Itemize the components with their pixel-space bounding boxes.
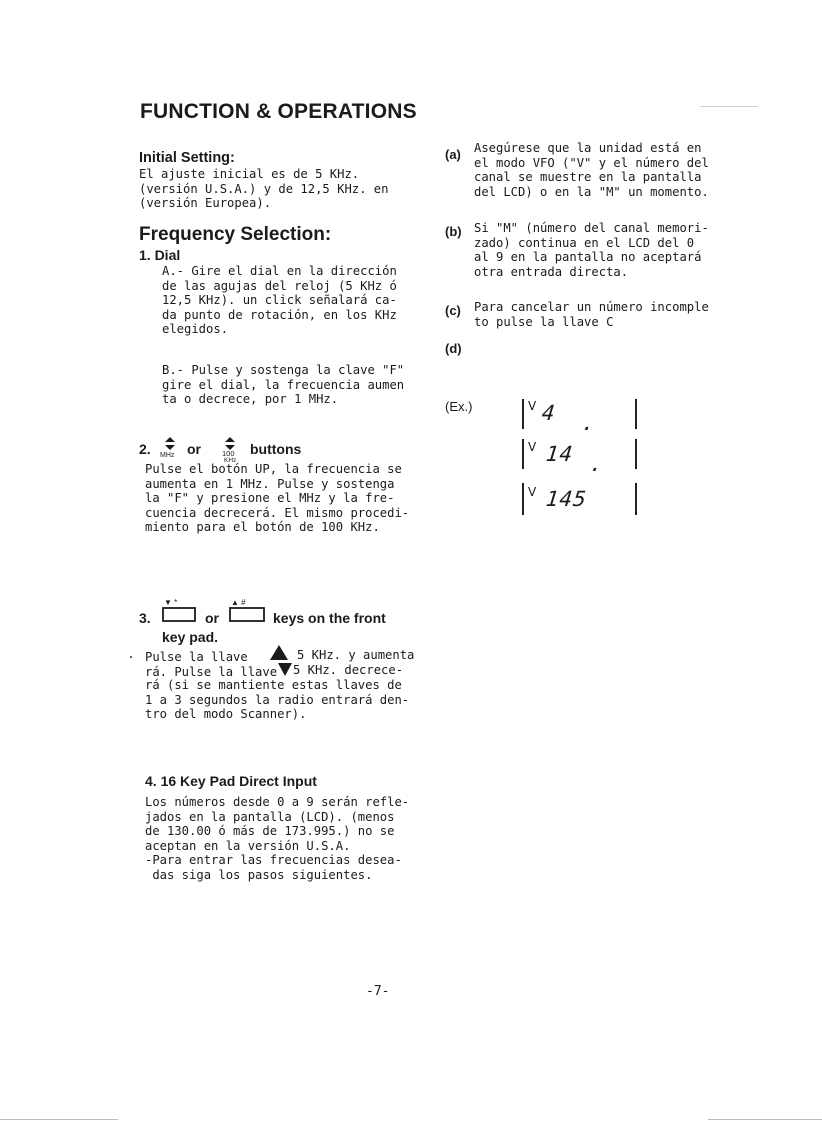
- keys-label: keys on the front: [273, 610, 386, 626]
- keys-text-2a: rá. Pulse la llave: [145, 665, 278, 679]
- keys-text-rest: rá (si se mantiente estas llaves de 1 a 3 segundos la radio entrará den- tro del modo Scanner).: [145, 678, 410, 722]
- lcd-mode-2: V: [528, 440, 537, 454]
- keys-text-2b: 5 KHz. decrece-: [293, 663, 404, 677]
- scan-mark-line: [700, 106, 758, 107]
- keys-number: 3.: [139, 610, 151, 626]
- step-b-text: Si "M" (número del canal memori- zado) continua en el LCD del 0 al 9 en la pantalla no aceptará otra entrada directa.: [474, 221, 709, 279]
- lcd-left-bar-2: [522, 439, 524, 469]
- lcd-digits-3: 145: [544, 487, 589, 511]
- scan-edge-bottom-right: [708, 1119, 822, 1120]
- keys-text-line1: [145, 648, 445, 664]
- page-number: -7-: [366, 984, 390, 999]
- lcd-left-bar-1: [522, 399, 524, 429]
- lcd-dot-1: .: [580, 411, 597, 435]
- step-a-label: (a): [445, 147, 461, 162]
- buttons-number: 2.: [139, 441, 151, 457]
- keys-heading: [139, 598, 429, 646]
- keys-label-line2: key pad.: [162, 629, 219, 645]
- lcd-left-bar-3: [522, 483, 524, 515]
- initial-setting-heading: Initial Setting:: [139, 150, 235, 166]
- direct-input-heading: 4. 16 Key Pad Direct Input: [145, 773, 317, 789]
- example-label: (Ex.): [445, 399, 473, 414]
- initial-setting-text: El ajuste inicial es de 5 KHz. (versión U.S.A.) y de 12,5 KHz. en (versión Europea).: [139, 167, 389, 211]
- step-c-label: (c): [445, 303, 461, 318]
- buttons-label: buttons: [250, 441, 302, 457]
- lcd-right-bar-2: [635, 439, 637, 469]
- up-hash-key-symbols: ▲ #: [231, 598, 246, 607]
- margin-dot: [130, 656, 132, 658]
- keys-text-1b: 5 KHz. y aumenta: [297, 648, 415, 662]
- mhz-sublabel: MHz: [160, 452, 175, 459]
- step-b-label: (b): [445, 224, 462, 239]
- step-a-text: Asegúrese que la unidad está en el modo VFO ("V" y el número del canal se muestre en la pantalla del LCD) o en la "M" un momento.: [474, 141, 709, 199]
- keys-or: or: [205, 610, 219, 626]
- lcd-digits-1: 4: [540, 401, 557, 425]
- down-star-key-symbols: ▼ *: [164, 598, 178, 607]
- keys-text-1a: Pulse la llave: [145, 650, 248, 664]
- lcd-mode-3: V: [528, 485, 537, 499]
- keys-text-line2: [145, 663, 445, 679]
- dial-step-b: B.- Pulse y sostenga la clave "F" gire el dial, la frecuencia aumen ta o decrece, por 1 MHz.: [162, 363, 405, 407]
- lcd-right-bar-3: [635, 483, 637, 515]
- page-title: FUNCTION & OPERATIONS: [140, 100, 417, 123]
- lcd-right-bar-1: [635, 399, 637, 429]
- scan-edge-bottom-left: [0, 1119, 118, 1120]
- lcd-digits-2: 14: [544, 442, 575, 466]
- 100-sublabel: 100: [222, 449, 235, 458]
- khz-sublabel: KHz: [224, 457, 237, 464]
- buttons-text: Pulse el botón UP, la frecuencia se aumenta en 1 MHz. Pulse y sostenga la "F" y presione el MHz y la fre- cuencia decrecerá. El mismo procedi- miento para el botón de 100 KHz.: [145, 462, 410, 535]
- step-c-text: Para cancelar un número incomple to pulse la llave C: [474, 300, 709, 329]
- lcd-example: [520, 395, 640, 520]
- dial-heading: 1. Dial: [139, 247, 181, 263]
- lcd-mode-1: V: [528, 399, 537, 413]
- direct-input-text: Los números desde 0 a 9 serán refle- jados en la pantalla (LCD). (menos de 130.00 ó más de 173.995.) no se aceptan en la versión U.S.A. -Para entrar las frecuencias desea- das siga los pasos siguientes.: [145, 795, 410, 882]
- lcd-dot-2: .: [588, 452, 605, 476]
- dial-step-a: A.- Gire el dial en la dirección de las agujas del reloj (5 KHz ó 12,5 KHz). un click señalará ca- da punto de rotación, en los KHz elegidos.: [162, 264, 397, 337]
- buttons-or: or: [187, 441, 201, 457]
- frequency-selection-heading: Frequency Selection:: [139, 224, 332, 245]
- step-d-label: (d): [445, 341, 462, 356]
